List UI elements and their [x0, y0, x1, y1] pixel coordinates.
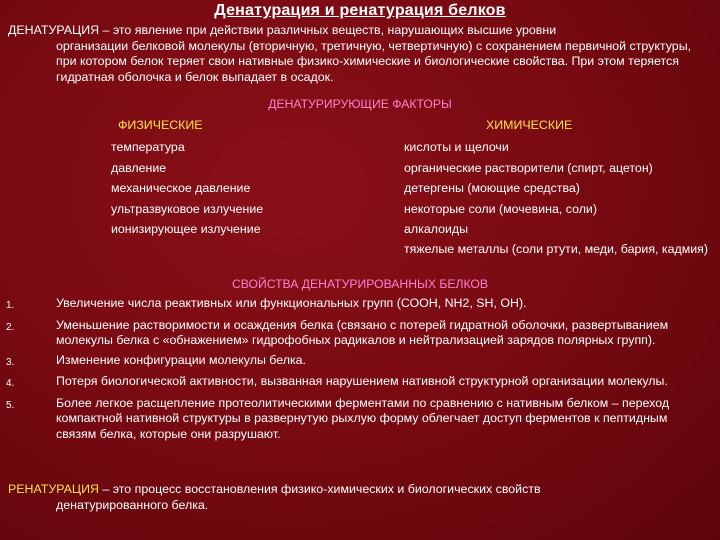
physical-factor: ультразвуковое излучение: [111, 201, 264, 216]
definition-text-first: – это явление при действии различных веществ, нарушающих высшие уровни: [99, 23, 557, 37]
physical-heading: ФИЗИЧЕСКИЕ: [118, 118, 203, 132]
property-text: Увеличение числа реактивных или функциональных групп (СООН, NH2, SH, OH).: [56, 296, 527, 310]
property-item: [6, 374, 706, 392]
property-number: 2.: [6, 321, 15, 333]
term-renaturation: РЕНАТУРАЦИЯ: [8, 482, 99, 496]
property-number: 4.: [6, 378, 15, 389]
physical-factors-list: [111, 137, 263, 240]
renaturation-text-first: – это процесс восстановления физико-химических и биологических свойств: [98, 482, 541, 496]
definition-text-rest: организации белковой молекулы (вторичную, третичную, четвертичную) с сохранением первичной структуры, при котором белок теряет свои нативные физико-химические и биологические свойства. При этом теряется гидратная оболочка и белок выпадает в осадок.: [56, 38, 692, 84]
property-text: Уменьшение растворимости и осаждения белка (связано с потерей гидратной оболочки, развертыванием молекулы белка с «обнажением» гидрофобных радикалов и нейтрализацией зарядов полярных групп).: [56, 317, 669, 347]
property-item: [6, 396, 706, 443]
property-number: 5.: [6, 399, 15, 411]
physical-factor: механическое давление: [111, 181, 251, 195]
chemical-factors-list: [404, 137, 714, 258]
chemical-factor: тяжелые металлы (соли ртути, меди, бария, кадмия): [404, 241, 709, 256]
factors-heading: ДЕНАТУРИРУЮЩИЕ ФАКТОРЫ: [268, 97, 452, 111]
physical-factor: ионизирующее излучение: [111, 222, 261, 236]
properties-list: [6, 296, 706, 446]
definition-first-line: [8, 23, 708, 39]
chemical-heading: ХИМИЧЕСКИЕ: [486, 118, 573, 132]
chemical-factor: органические растворители (спирт, ацетон): [404, 160, 653, 175]
property-number: 3.: [6, 356, 15, 368]
renaturation-text-rest: денатурированного белка.: [56, 497, 209, 512]
chemical-factor: детергены (моющие средства): [404, 181, 580, 195]
denaturation-definition: [8, 23, 708, 85]
property-item: [6, 353, 706, 371]
chemical-factor: алкалоиды: [404, 222, 469, 236]
property-item: [6, 318, 706, 349]
property-text: Потеря биологической активности, вызванная нарушением нативной структурной организации молекулы.: [56, 374, 668, 388]
property-number: 1.: [6, 300, 15, 311]
chemical-factor: некоторые соли (мочевина, соли): [404, 201, 597, 216]
property-text: Изменение конфигурации молекулы белка.: [56, 352, 306, 367]
properties-heading: СВОЙСТВА ДЕНАТУРИРОВАННЫХ БЕЛКОВ: [231, 277, 489, 291]
physical-factor: давление: [111, 160, 167, 175]
term-denaturation: ДЕНАТУРАЦИЯ: [8, 23, 100, 37]
chemical-factor: кислоты и щелочи: [404, 140, 509, 154]
renaturation-definition: [8, 482, 708, 513]
renaturation-first-line: [8, 482, 708, 498]
physical-factor: температура: [111, 140, 185, 154]
property-item: [6, 296, 706, 314]
slide-title: Денатурация и ренатурация белков: [214, 2, 506, 19]
property-text: Более легкое расщепление протеолитическими ферментами по сравнению с нативным белком – переход компактной нативной структуры в развернутую рыхлую форму облегчает доступ ферментов к пептидным связям белка, которые они разрушают.: [56, 395, 670, 441]
